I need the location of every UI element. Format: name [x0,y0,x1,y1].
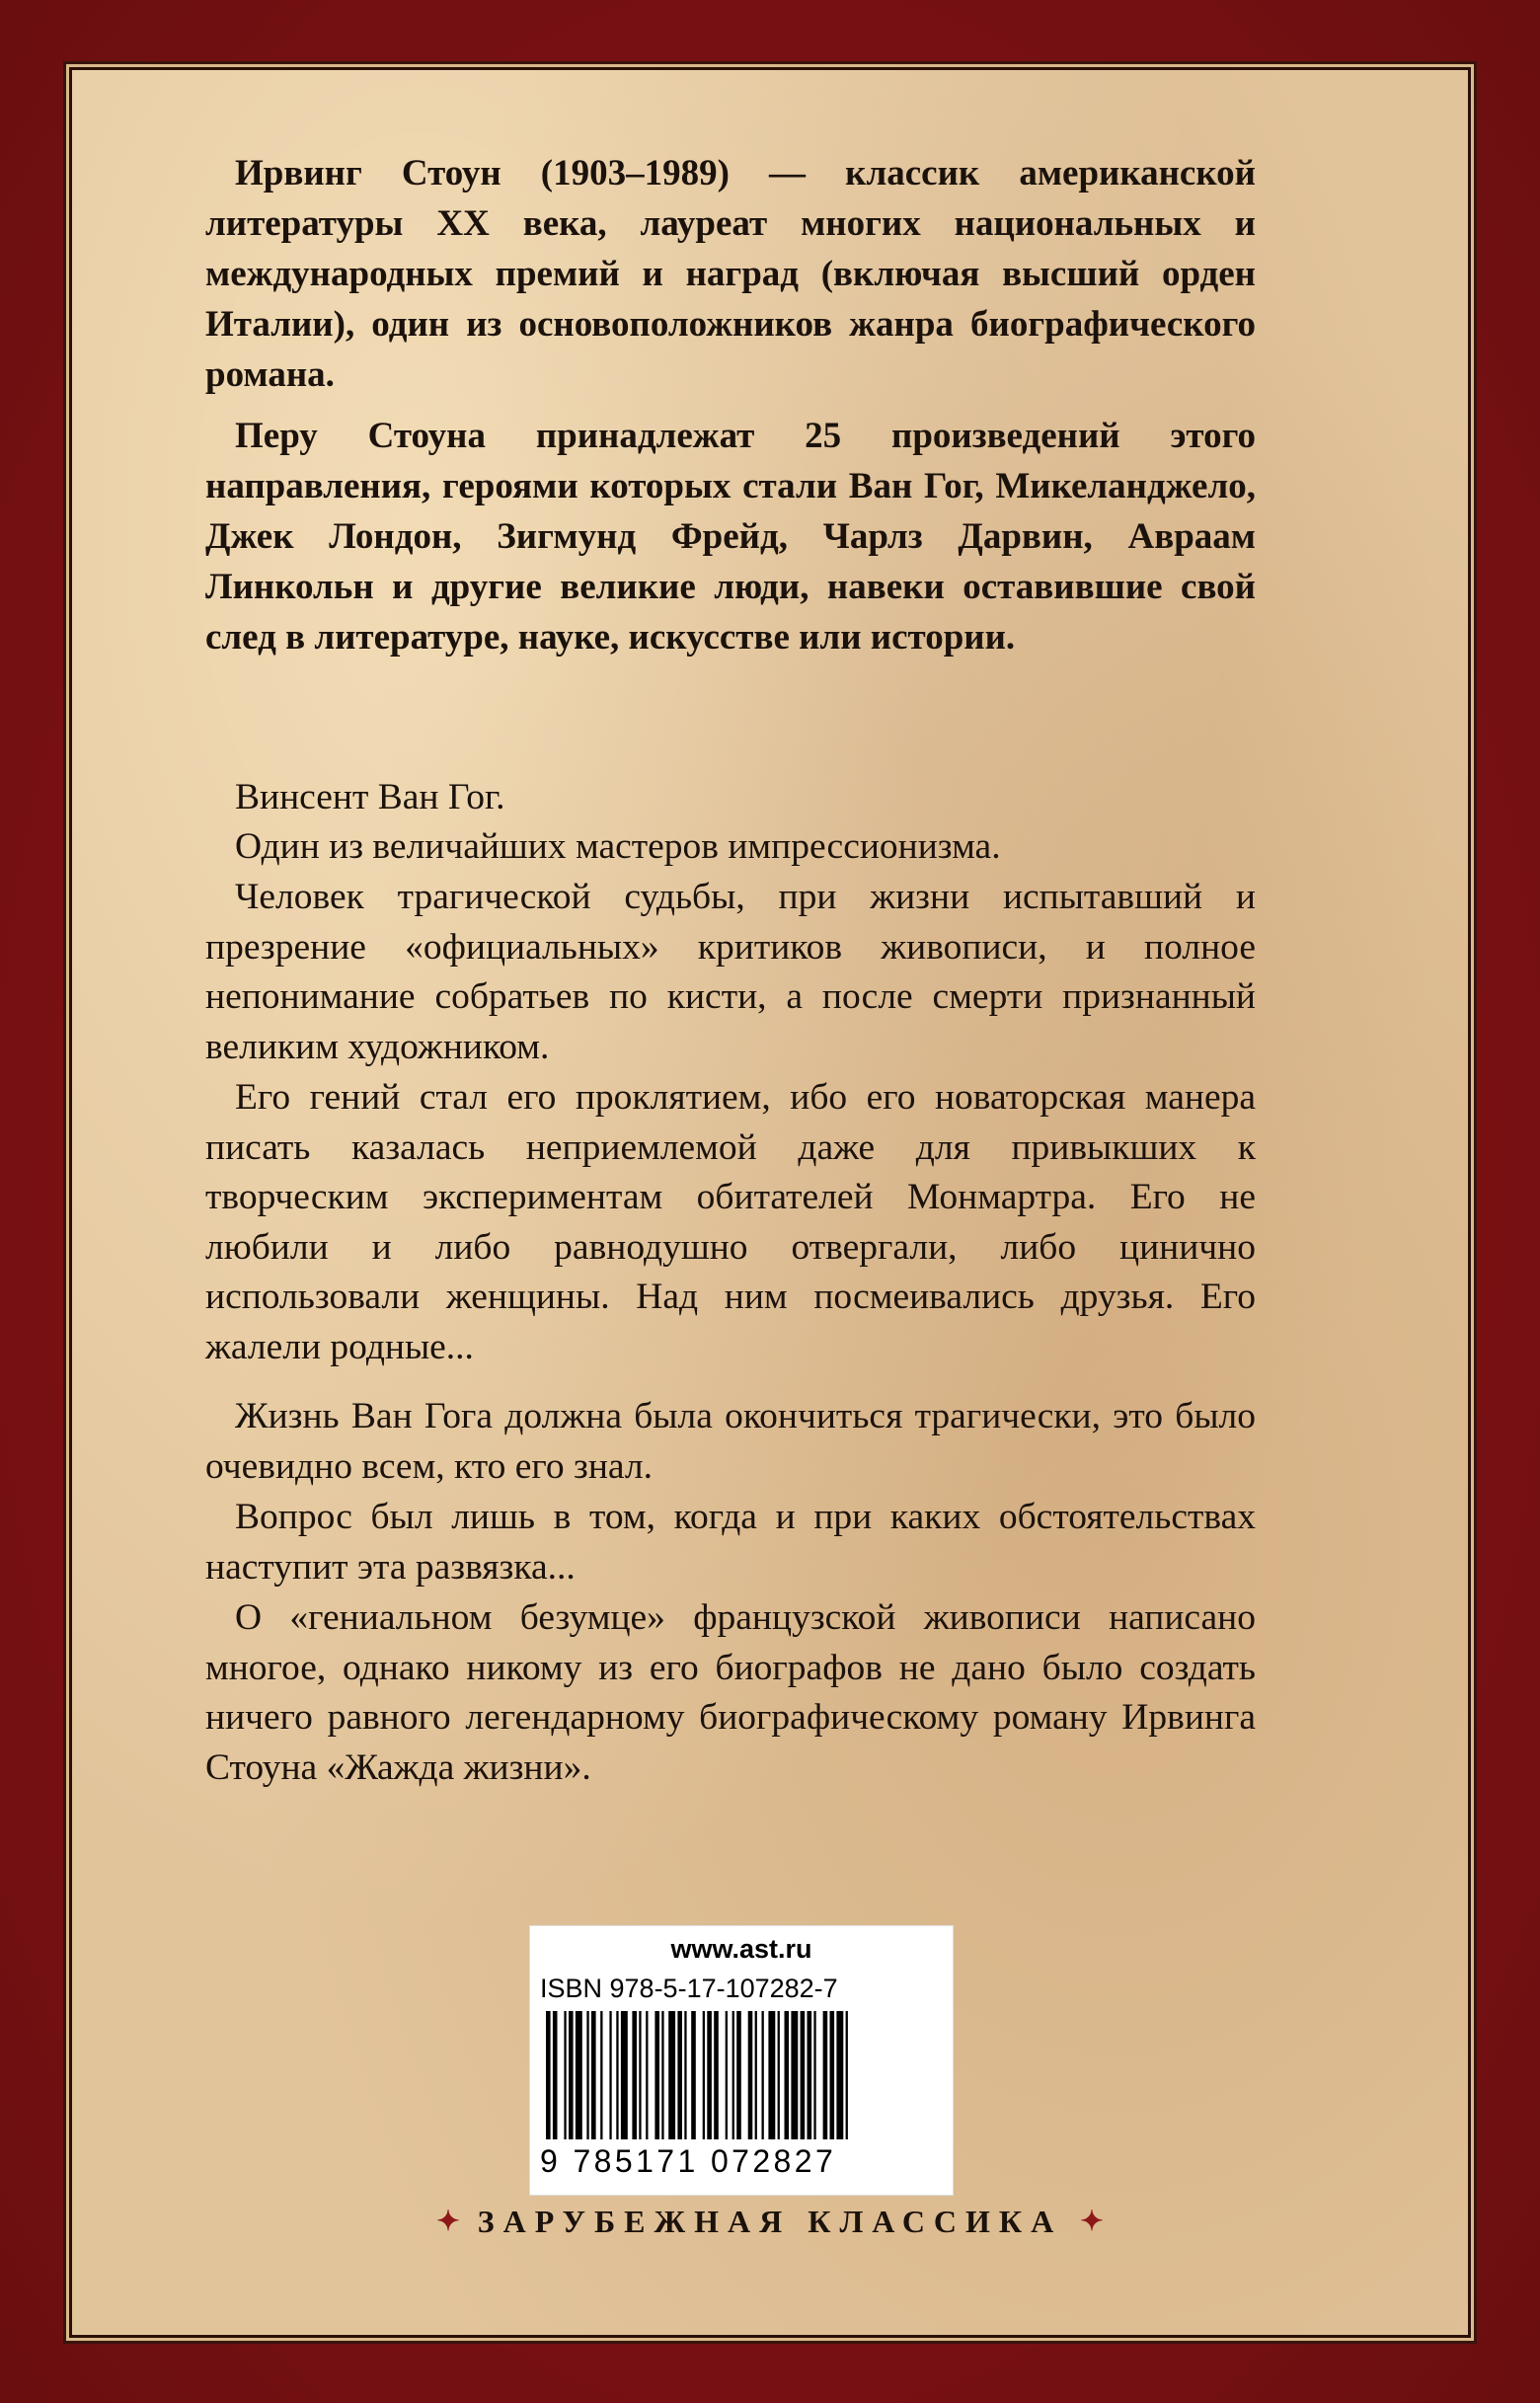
barcode-stripe [791,2011,798,2139]
barcode-stripe [684,2011,686,2139]
barcode-stripe [569,2011,574,2139]
barcode-stripe [591,2011,596,2139]
series-name: ЗАРУБЕЖНАЯ КЛАССИКА [477,2204,1063,2239]
barcode-stripe [703,2011,705,2139]
annotation-paragraph: Вопрос был лишь в том, когда и при каких обстоятельствах наступит эта развязка... [205,1497,1256,1588]
series-title [0,2204,1540,2240]
barcode-stripe [546,2011,551,2139]
barcode-stripe [808,2011,812,2139]
barcode-label [529,1925,954,2196]
barcode-stripe [736,2011,741,2139]
annotation-paragraph: Его гений стал его проклятием, ибо его новаторская манера писать казалась неприемлемой даже для привыкших к творческим экспериментам обитателей Монмартра. Его не любили и либо равнодушно отвергали, либо цинично использовали женщины. Над ним посмеивались друзья. Его жалели родные... [205,1077,1256,1367]
barcode-stripe [801,2011,806,2139]
barcode-stripe [632,2011,637,2139]
barcode-stripe [836,2011,843,2139]
ornament-icon: ✦ [436,2207,460,2237]
barcode-stripe [586,2011,588,2139]
barcode-stripe [654,2011,659,2139]
barcode-stripe [639,2011,641,2139]
barcode-stripe [846,2011,848,2139]
barcode-stripe [714,2011,719,2139]
barcode-stripe [726,2011,728,2139]
barcode-bars [544,2011,941,2139]
barcode-digits: 9 785171 072827 [540,2143,837,2179]
barcode-stripe [732,2011,734,2139]
barcode-stripe [616,2011,618,2139]
author-bio-paragraph: Ирвинг Стоун (1903–1989) — классик американской литературы XX века, лауреат многих национальных и международных премий и наград (включая высший орден Италии), один из основоположников жанра биографического романа. [205,153,1256,395]
barcode-stripe [748,2011,753,2139]
barcode-stripe [661,2011,663,2139]
author-works-paragraph: Перу Стоуна принадлежат 25 произведений этого направления, героями которых стали Ван Гог, Микеланджело, Джек Лондон, Зигмунд Фрейд, Чарлз Дарвин, Авраам Линкольн и другие великие люди, навеки оставившие свой след в литературе, науке, искусстве или истории. [205,416,1256,658]
barcode-stripe [621,2011,628,2139]
barcode-stripe [646,2011,648,2139]
barcode-stripe [813,2011,815,2139]
annotation-paragraph: Один из величайших мастеров импрессионизма. [235,826,1001,867]
barcode-stripe [576,2011,582,2139]
barcode-stripe [553,2011,558,2139]
isbn-number: ISBN 978-5-17-107282-7 [540,1974,838,2003]
annotation-paragraph: О «гениальном безумце» французской живописи написано многое, однако никому из его биографов не дано было создать ничего равного легендарному биографическому роману Ирвинга Стоуна «Жажда жизни». [205,1597,1256,1788]
annotation-paragraph: Человек трагической судьбы, при жизни испытавший и презрение «официальных» критиков живописи, и полное непонимание собратьев по кисти, а после смерти признанный великим художником. [205,877,1256,1067]
barcode-stripe [785,2011,790,2139]
barcode-stripe [600,2011,602,2139]
barcode-stripe [830,2011,835,2139]
barcode-stripe [762,2011,764,2139]
barcode-stripe [668,2011,675,2139]
barcode-stripe [707,2011,712,2139]
barcode-stripe [609,2011,611,2139]
barcode-stripe [691,2011,696,2139]
barcode-stripe [755,2011,757,2139]
barcode-stripe [768,2011,775,2139]
barcode-stripe [778,2011,780,2139]
publisher-website: www.ast.ru [670,1934,812,1964]
annotation-paragraph: Винсент Ван Гог. [235,777,505,817]
barcode-stripe [677,2011,682,2139]
annotation-paragraph: Жизнь Ван Гога должна была окончиться трагически, это было очевидно всем, кто его знал. [205,1396,1256,1487]
ornament-icon: ✦ [1080,2207,1104,2237]
barcode-stripe [564,2011,566,2139]
barcode-stripe [823,2011,828,2139]
